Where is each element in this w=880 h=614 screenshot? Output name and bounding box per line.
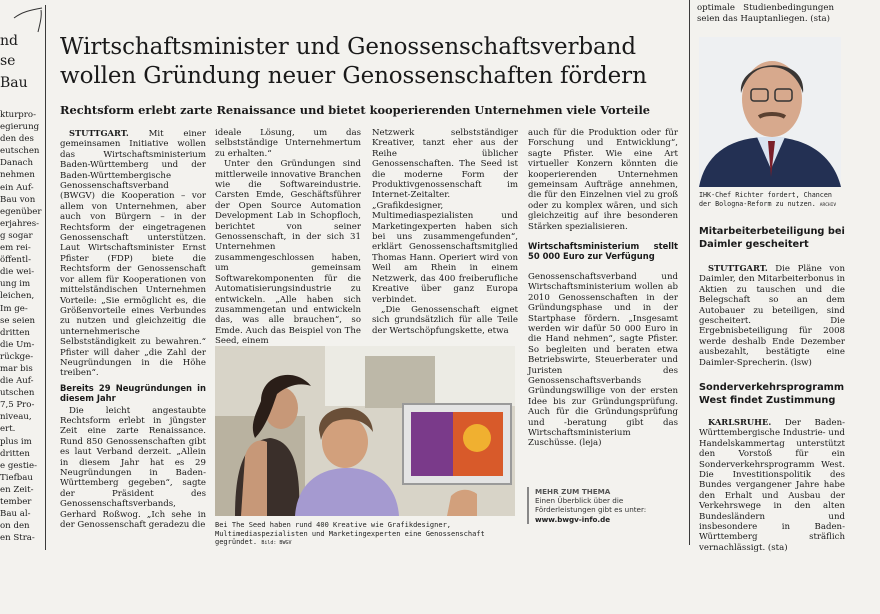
left-fragment-line: Bau al-	[0, 509, 31, 520]
left-fragment-line: den des	[0, 134, 34, 145]
left-fragment-line: leichen,	[0, 291, 35, 302]
left-fragment-line: en Zeit-	[0, 484, 34, 495]
info-box-title: MEHR ZUM THEMA	[535, 487, 611, 496]
left-fragment-line: g sogar	[0, 230, 33, 241]
left-fragment-line: utschen	[0, 388, 35, 399]
paragraph: Der Baden-Württembergische Industrie- und Handelskammertag unterstützt den Vorstoß für ein Sonderverkehrsprogramm West. Die Investitionspolitik des Bundes vergangener Jahre habe den Erhalt und Ausbau der Verkehrswege in den alten Bundesländern und insbesondere in Baden-Württemberg sträflich vernachlässigt. (sta)	[699, 418, 846, 553]
left-fragment-line: die Um-	[0, 339, 35, 350]
article-headline	[60, 33, 685, 91]
left-fragment-line: on den	[0, 521, 30, 532]
left-fragment-line: Im ge-	[0, 303, 28, 314]
left-fragment-line: die wei-	[0, 267, 35, 278]
left-fragment-line: die Auf-	[0, 376, 34, 387]
more-info-box	[527, 487, 685, 524]
left-fragment-line: Bau	[0, 75, 28, 91]
article-column-3	[372, 128, 518, 336]
sidebar-story-daimler	[699, 226, 845, 368]
left-fragment-body	[0, 109, 44, 544]
pen-mark-icon	[12, 4, 44, 34]
left-fragment-line: mar bis	[0, 363, 33, 374]
left-fragment-line: Bau von	[0, 194, 36, 205]
subheading: Wirtschaftsministerium stellt 50 000 Euro zur Verfügung	[528, 241, 678, 262]
sidebar-story-verkehr	[699, 382, 845, 553]
left-fragment-line: em rei-	[0, 243, 31, 254]
left-fragment-line: dritten	[0, 327, 30, 338]
left-fragment-line: tember	[0, 497, 32, 507]
portrait-credit: ARCHIV	[819, 202, 837, 208]
paragraph: ideale Lösung, um das selbstständige Unternehmertum zu erhalten.“	[215, 128, 361, 159]
left-fragment-line: Tiefbau	[0, 472, 33, 483]
sidebar-portrait	[699, 37, 841, 187]
subheading: Bereits 29 Neugründungen in diesem Jahr	[60, 382, 206, 404]
left-fragment-line: 7,5 Pro-	[0, 400, 35, 411]
photo-coworkers-at-screen	[215, 346, 515, 516]
dateline: STUTTGART.	[69, 128, 129, 138]
photo-caption	[215, 521, 521, 548]
article-column-4	[528, 128, 678, 449]
article-deck: Rechtsform erlebt zarte Renaissance und bietet kooperierenden Unternehmen viele Vorteile	[60, 103, 651, 117]
photo-caption-text: Bei The Seed haben rund 400 Kreative wie Grafikdesigner, Multimediaspezialisten und Marketingexperten eine Genossenschaft gegründet.	[215, 521, 485, 547]
left-fragment-line: niveau,	[0, 412, 32, 423]
left-fragment-line: plus im	[0, 436, 32, 447]
left-fragment-line: ein Auf-	[0, 182, 34, 193]
paragraph: „Die Genossenschaft eignet sich grundsätzlich für alle Teile der Wertschöpfungskette, etwa	[372, 304, 518, 336]
left-fragment-line: ert.	[0, 424, 16, 435]
dateline: KARLSRUHE.	[708, 417, 772, 427]
dateline: STUTTGART.	[708, 263, 768, 273]
left-fragment-line: e gestie-	[0, 460, 38, 471]
previous-article-line: seien das Hauptanliegen. (sta)	[697, 13, 830, 24]
left-fragment-line: en Stra-	[0, 533, 35, 544]
article-column-2	[215, 128, 361, 347]
article-photo	[215, 346, 515, 516]
info-box-link[interactable]: www.bwgv-info.de	[535, 514, 611, 524]
paragraph: Die Pläne von Daimler, den Mitarbeiterbonus in Aktien zu tauschen und die Belegschaft so an dem Autobauer zu beteiligen, sind gescheitert. Die Ergebnisbeteiligung für 2008 werde deshalb Ende Dezember ausbezahlt, bestätigte eine Daimler-Sprecherin. (lsw)	[699, 264, 846, 368]
left-fragment-line: erjahres-	[0, 218, 40, 229]
paragraph: Die leicht angestaubte Rechtsform erlebt in jüngster Zeit eine zarte Renaissance. Rund 850 Genossenschaften gibt es laut Verband derzeit. „Allein in diesem Jahr hat es 29 Neugründungen in Baden-Württemberg gegeben“, sagte der Präsident des Genossenschaftsverbands, Gerhard Roßwog. „Ich sehe in der Genossenschaft geradezu die	[60, 405, 206, 531]
left-fragment-line: rückge-	[0, 351, 34, 362]
headline-line-2: wollen Gründung neuer Genossenschaften fördern	[60, 63, 647, 89]
info-box-text: Einen Überblick über die Förderleistungen gibt es unter:	[535, 496, 647, 515]
headline-line-1: Wirtschaftsminister und Genossenschaftsverband	[60, 34, 636, 60]
sidebar-story-body	[699, 263, 845, 368]
previous-article-end	[697, 3, 847, 24]
photo-credit: Bild: BWGV	[261, 540, 292, 547]
column-divider	[45, 5, 46, 550]
left-fragment-line: ung im	[0, 279, 31, 290]
left-fragment-line: egierung	[0, 122, 40, 133]
portrait-caption-text: IHK-Chef Richter fordert, Chancen der Bologna-Reform zu nutzen.	[699, 191, 832, 208]
portrait-photo	[699, 37, 841, 187]
left-fragment-line: kturpro-	[0, 110, 36, 120]
left-fragment-line: öffentl-	[0, 255, 32, 266]
column-divider	[689, 0, 690, 545]
left-fragment-line: nd	[0, 33, 18, 49]
left-fragment-line: egenüber	[0, 206, 42, 217]
previous-article-line: optimale Studienbedingungen	[697, 3, 834, 13]
paragraph: Genossenschaftsverband und Wirtschaftsministerium wollen ab 2010 Genossenschaften in der Gründungsphase und in der Startphase fördern. „Insgesamt werden wir dafür 50 000 Euro in die Hand nehmen“, sagte Pfister. So begleiten und beraten etwa Betriebswirte, Steuerberater und Juristen des Genossenschaftsverbands Gründungswillige von der ersten Idee bis zur Gründungsprüfung. Auch für die Gründungsprüfung und -beratung gibt das Wirtschaftsministerium Zuschüsse. (leja)	[528, 271, 678, 449]
paragraph: Unter den Gründungen sind mittlerweile innovative Branchen wie die Softwareindustrie. Carsten Emde, Geschäftsführer der Open Source Automation Development Lab in Schopfloch, berichtet von seiner Genossenschaft, in der sich 31 Unternehmen zusammengeschlossen haben, um gemeinsam Softwarekomponenten für die Automatisierungsindustrie zu entwickeln. „Alle haben sich zusammengetan und entwickeln das, was alle brauchen“, so Emde. Auch das Beispiel von The Seed, einem	[215, 159, 361, 347]
left-column-fragment	[0, 0, 44, 560]
left-fragment-line: Danach	[0, 158, 34, 169]
article-column-1	[60, 128, 206, 530]
paragraph: auch für die Produktion oder für Forschung und Entwicklung“, sagte Pfister. Wie eine Art virtueller Konzern könnten die kooperierenden Unternehmen gemeinsam Aufträge annehmen, die für den Einzelnen viel zu groß oder zu komplex wären, und sich gleichzeitig auf ihre besonderen Stärken spezialisieren.	[528, 128, 678, 232]
left-fragment-line: se seien	[0, 315, 36, 326]
left-fragment-line: nehmen	[0, 170, 35, 181]
portrait-caption	[699, 191, 844, 210]
left-fragment-line: se	[0, 53, 16, 69]
paragraph: Mit einer gemeinsamen Initiative wollen das Wirtschaftsministerium Baden-Württemberg und der Baden-Württembergische Genossenschaftsverband (BWGV) die Kooperation – vor allem von Unternehmen, aber auch von Bürgern – in der Rechtsform der eingetragenen Genossenschaft unterstützen. Laut Wirtschaftsminister Ernst Pfister (FDP) biete die Rechtsform der Genossenschaft vor allem für Kooperationen von mittelständischen Unternehmen Vorteile: „Sie ermöglicht es, die Größenvorteile eines Verbundes zu nutzen und gleichzeitig die unternehmerische Selbstständigkeit zu bewahren.“ Pfister will daher „die Zahl der Neugründungen in die Höhe treiben“.	[60, 129, 206, 379]
paragraph: Netzwerk selbstständiger Kreativer, tanzt eher aus der Reihe üblicher Genossenschaften. The Seed ist die moderne Form der Produktivgenossenschaft im Internet-Zeitalter. „Grafikdesigner, Multimediaspezialisten und Marketingexperten haben sich bei uns zusammengefunden“, erklärt Genossenschaftsmitglied Thomas Hann. Operiert wird von Weil am Rhein in einem Netzwerk, das 400 freiberufliche Kreative über ganz Europa verbindet.	[372, 128, 518, 305]
sidebar-story-headline: Sonderverkehrsprogramm West findet Zustimmung	[699, 382, 845, 406]
sidebar-story-body	[699, 417, 845, 553]
left-fragment-line: dritten	[0, 448, 30, 459]
left-fragment-line: eutschen	[0, 146, 40, 157]
sidebar-story-headline: Mitarbeiterbeteiligung bei Daimler gescheitert	[699, 226, 845, 250]
